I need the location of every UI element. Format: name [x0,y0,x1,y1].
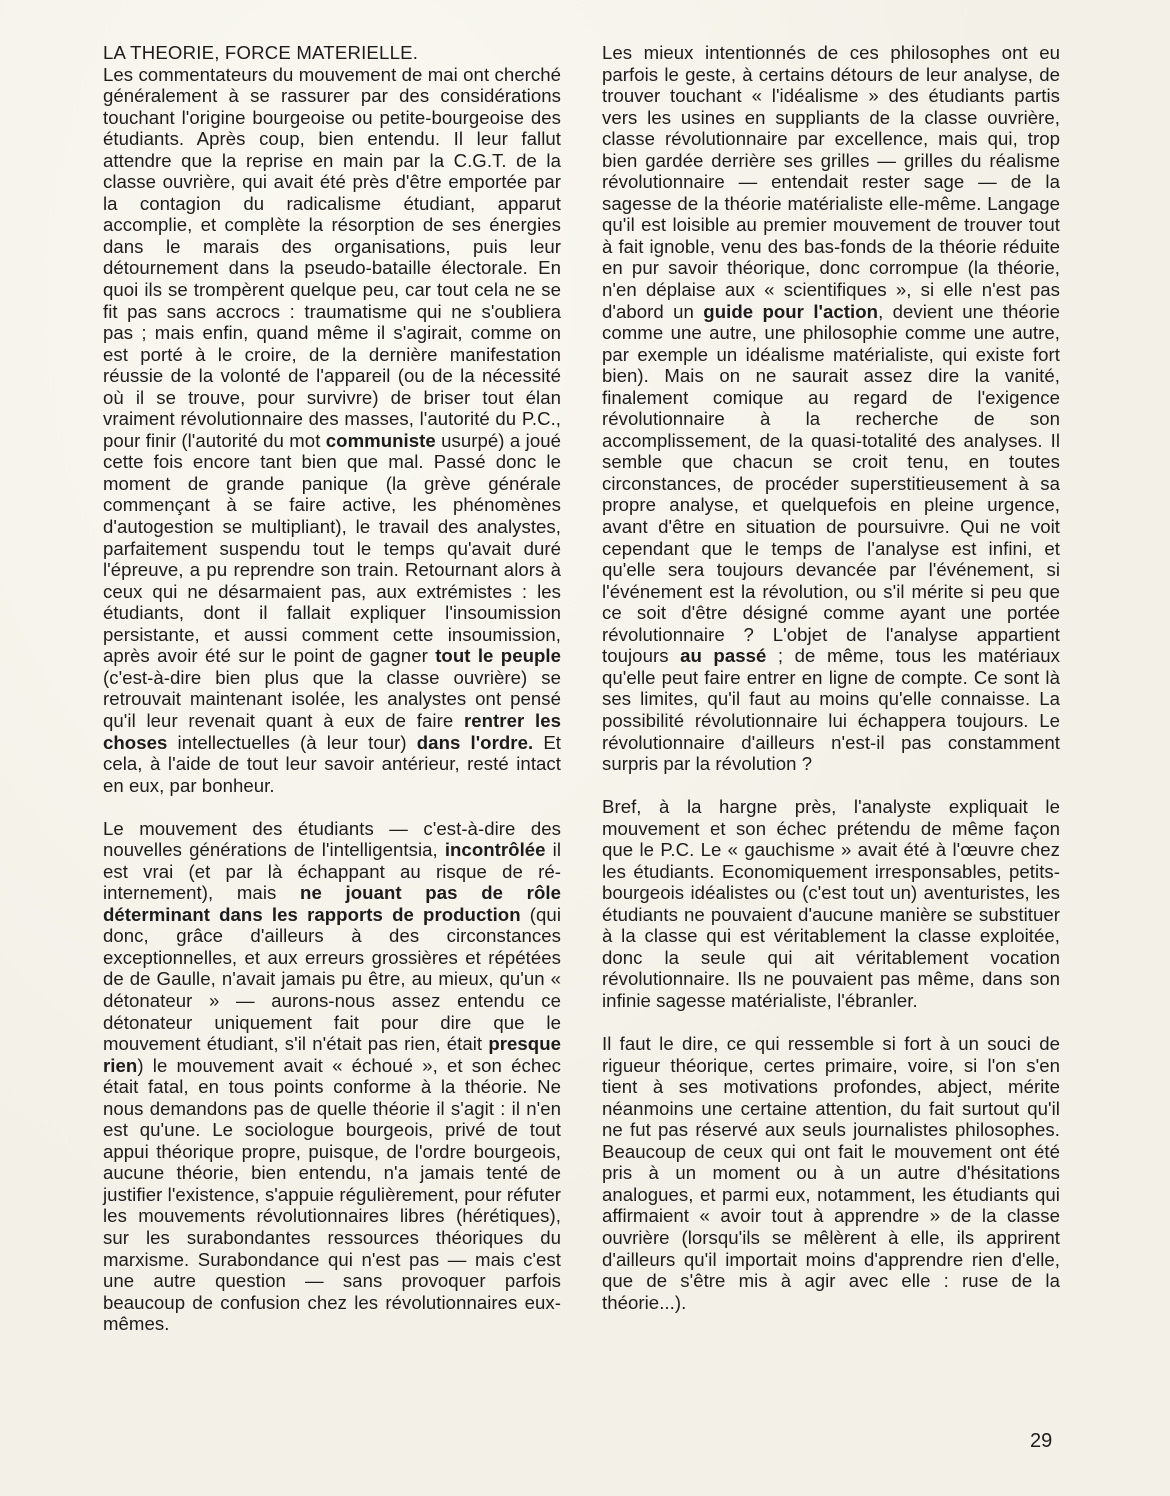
text-run: Les commentateurs du mouvement de mai ont cherché généralement à se rassurer par des considérations touchant l'origine bourgeoise ou petite-bourgeoise des étudiants. Après coup, bien entendu. Il leur fallut attendre que la reprise en main par la C.G.T. de la classe ouvrière, qui avait été près d'être emportée par la contagion du radicalisme étudiant, apparut accomplie, et complète la résorption de ses énergies dans le marais des organisations, puis leur détournement dans la pseudo-bataille électorale. En quoi ils se trompèrent quelque peu, car tout cela ne se fit pas sans accrocs : traumatisme qui ne s'oubliera pas ; mais enfin, quand même il s'agirait, comme on est porté à le croire, de la dernière manifestation réussie de la volonté de l'appareil (ou de la nécessité où il se trouve, pour survivre) de briser tout élan vraiment révolutionnaire des masses, l'autorité du P.C., pour finir (l'autorité du mot [103,63,561,451]
paragraph [602,796,1060,1011]
text-run: , devient une théorie comme une autre, une philosophie comme une autre, par exemple un idéalisme matérialiste, qui existe fort bien). Mais on ne saurait assez dire la vanité, finalement comique au regard de l'exigence révolutionnaire à la recherche de son accomplissement, de la quasi-totalité des analyses. Il semble que chacun se croit tenu, en toutes circonstances, de procéder superstitieusement à sa propre analyse, et quelquefois en pleine urgence, avant d'être en situation de poursuivre. Qui ne voit cependant que le temps de l'analyse est infini, et qu'elle sera toujours devancée par l'événement, si l'événement est la révolution, ou s'il mérite si peu que ce soit d'être désigné comme ayant une portée révolutionnaire ? L'objet de l'analyse appartient toujours [602,300,1061,667]
emphasized-text: presque rien [103,1033,561,1076]
text-run: usurpé) a joué cette fois encore tant bien que mal. Passé donc le moment de grande panique (la grève générale commençant à se faire active, les phénomènes d'autogestion se multipliant), le travail des analystes, parfaitement suspendu tout le temps qu'avait duré l'épreuve, a pu reprendre son train. Retournant alors à ceux qui ne désarmaient pas, aux extrémistes : les étudiants, dont il fallait expliquer l'insoumission persistante, et aussi comment cette insoumission, après avoir été sur le point de gagner [103,429,561,667]
article-title: LA THEORIE, FORCE MATERIELLE. [103,42,419,63]
emphasized-text: incontrôlée [444,839,546,861]
left-column-body [103,64,561,1335]
page-number: 29 [1030,1430,1053,1452]
right-column [602,42,1060,1313]
emphasized-text: rentrer les choses [103,709,561,753]
text-run: (qui donc, grâce d'ailleurs à des circonstances exceptionnelles, et aux erreurs grossières et répétées de de Gaulle, n'avait jamais pu être, au mieux, qu'un « détonateur » — aurons-nous assez entendu ce détonateur uniquement fait pour dire que le mouvement étudiant, s'il n'était pas rien, était [103,903,562,1055]
text-run: ; de même, tous les matériaux qu'elle peut faire entrer en ligne de compte. Ce sont là ses limites, qu'il faut au moins qu'elle connaisse. La possibilité révolutionnaire lui échappera toujours. Le révolutionnaire d'ailleurs n'est-il pas constamment surpris par la révolution ? [602,645,1060,775]
text-run: Le mouvement des étudiants — c'est-à-dire des nouvelles générations de l'intelligentsia, [103,817,561,861]
emphasized-text: ne jouant pas de rôle déterminant dans les rapports de production [103,882,561,925]
paragraph [602,42,1060,775]
emphasized-text: communiste [325,429,436,451]
paragraph [103,64,561,797]
emphasized-text: guide pour l'action [703,300,879,322]
emphasized-text: au passé [680,645,767,667]
text-run: Les mieux intentionnés de ces philosophes ont eu parfois le geste, à certains détours de leur analyse, de trouver touchant « l'idéalisme » des étudiants partis vers les usines en suppliants de la classe ouvrière, classe révolutionnaire par excellence, mais qui, trop bien gardée derrière ses grilles — grilles du réalisme révolutionnaire — entendait rester sage — de la sagesse de la théorie matérialiste elle-même. Langage qu'il est loisible au premier mouvement de trouver tout à fait ignoble, venu des bas-fonds de la théorie réduite en pur savoir théorique, donc corrompue (la théorie, n'en déplaise aux « scientifiques », si elle n'est pas d'abord un [602,42,1060,322]
right-column-body [602,42,1060,1313]
paragraph [103,818,561,1335]
text-run: (c'est-à-dire bien plus que la classe ouvrière) se retrouvait maintenant isolée, les analystes ont pensé qu'il leur revenait quant à eux de faire [103,666,561,731]
paragraph [602,1033,1060,1313]
text-run: Et cela, à l'aide de tout leur savoir antérieur, resté intact en eux, par bonheur. [103,731,561,796]
emphasized-text: tout le peuple [435,645,562,667]
text-run: Il faut le dire, ce qui ressemble si fort à un souci de rigueur théorique, certes primaire, voire, si l'on s'en tient à ses motivations profondes, abject, mérite néanmoins une certaine attention, du fait surtout qu'il ne fut pas réservé aux seuls journalistes philosophes. Beaucoup de ceux qui ont fait le mouvement ont été pris à un moment ou à un autre d'hésitations analogues, et parmi eux, notamment, les étudiants qui affirmaient « avoir tout à apprendre » de la classe ouvrière (lorsqu'ils se mêlèrent à elle, ils apprirent d'ailleurs qu'il importait moins d'apprendre rien d'elle, que de s'être mis à agir avec elle : ruse de la théorie...). [602,1033,1060,1313]
text-run: intellectuelles (à leur tour) [167,731,417,753]
text-run: ) le mouvement avait « échoué », et son échec était fatal, en tous points conforme à la théorie. Ne nous demandons pas de quelle théorie il s'agit : il n'en est qu'une. Le sociologue bourgeois, privé de tout appui théorique propre, puisque, de l'ordre bourgeois, aucune théorie, bien entendu, n'a jamais tenté de justifier l'existence, s'appuie régulièrement, pour réfuter les mouvements révolutionnaires libres (hérétiques), sur les surabondantes ressources théoriques du marxisme. Surabondance qui n'est pas — mais c'est une autre question — sans provoquer parfois beaucoup de confusion chez les révolutionnaires eux-mêmes. [103,1054,561,1335]
emphasized-text: dans l'ordre. [416,731,534,753]
text-run: Bref, à la hargne près, l'analyste expliquait le mouvement et son échec prétendu de même façon que le P.C. Le « gauchisme » avait été à l'œuvre chez les étudiants. Economiquement irresponsables, petits-bourgeois idéalistes ou (c'est tout un) aventuristes, les étudiants ne pouvaient d'aucune manière se substituer à la classe qui est véritablement la classe exploitée, donc la seule qui ait véritablement vocation révolutionnaire. Ils ne pouvaient pas même, dans son infinie sagesse matérialiste, l'ébranler. [602,796,1060,1012]
left-column [103,42,561,1335]
text-run: il est vrai (et par là échappant au risque de ré-internement), mais [103,839,562,904]
